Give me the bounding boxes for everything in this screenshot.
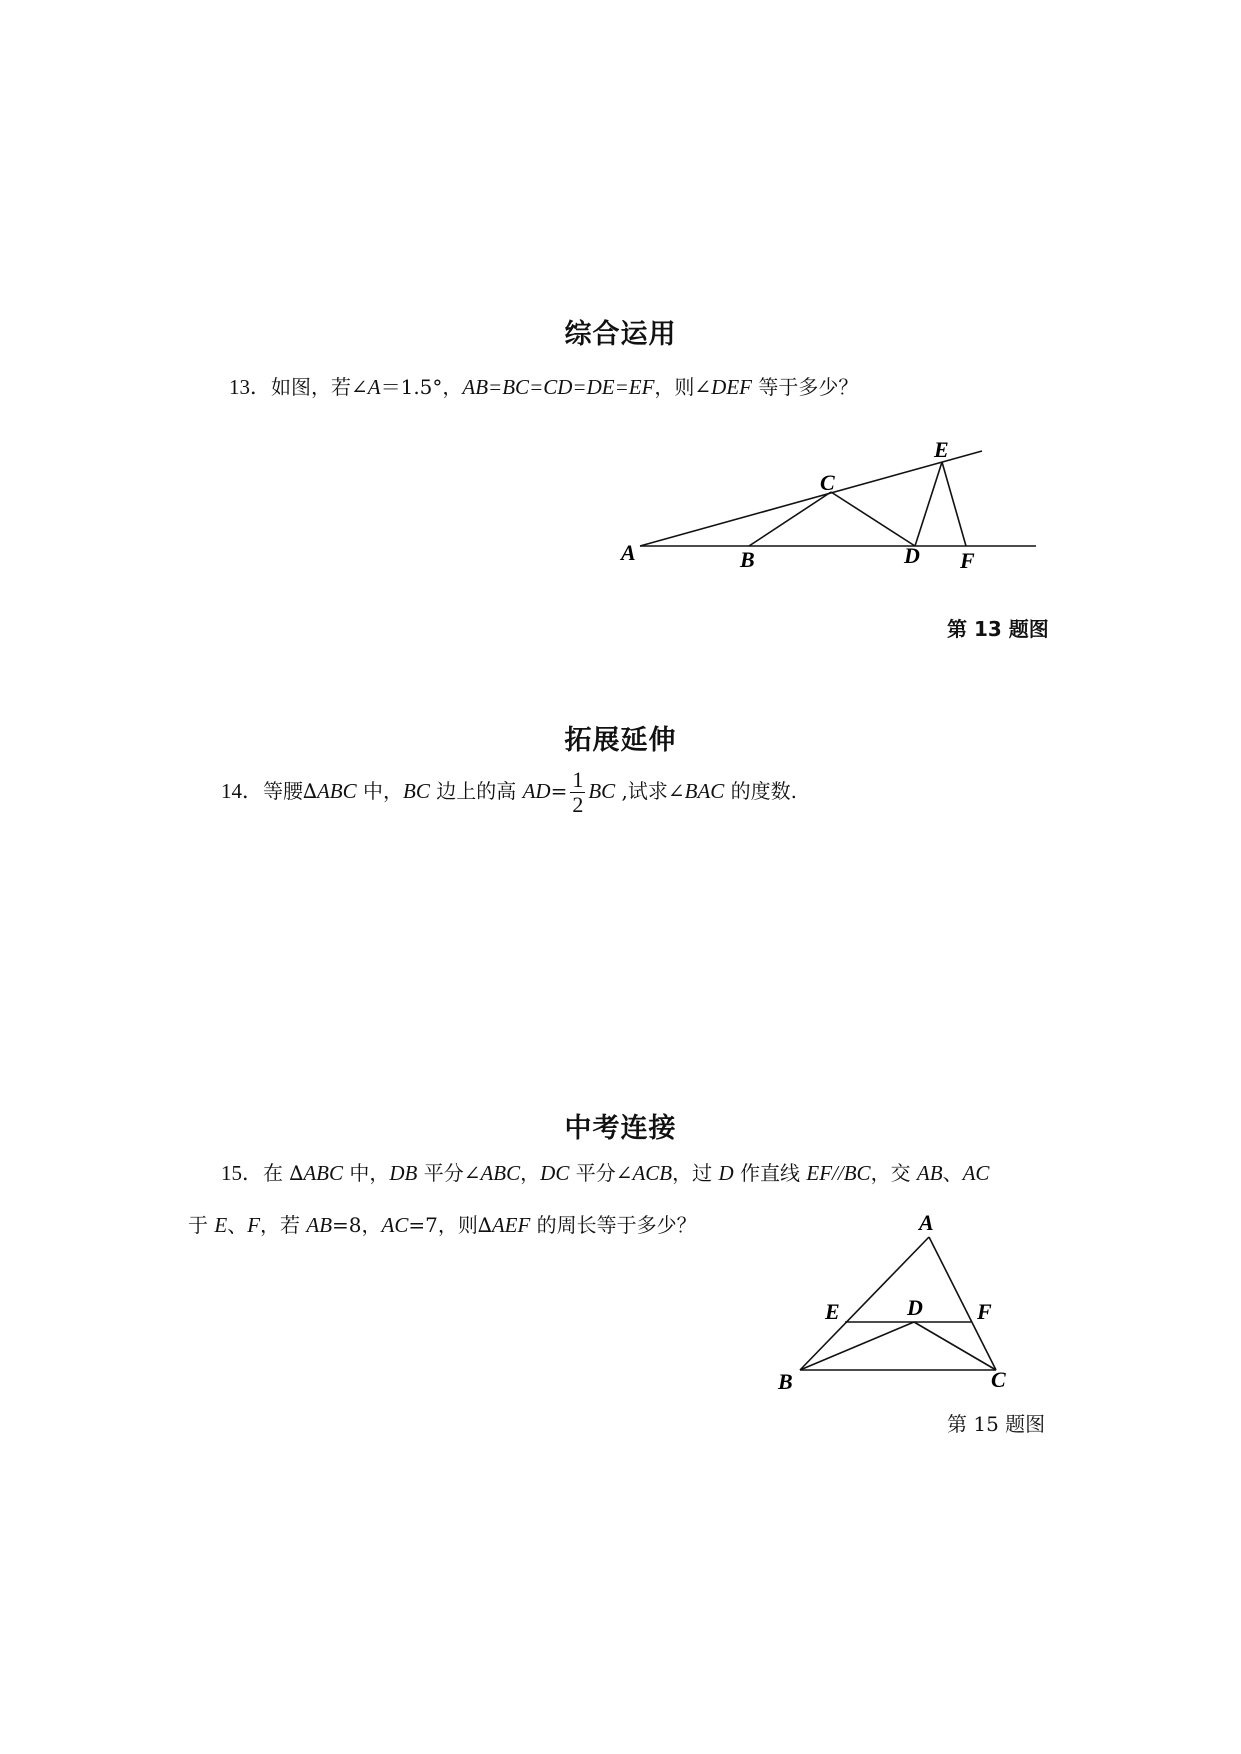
label-d: D	[904, 543, 920, 568]
question-14-text: 14．等腰∆ABC 中，BC 边上的高 AD= $\frac{1}{2}$ BC ,试求∠BAC 的度数.	[221, 767, 798, 818]
label-c: C	[991, 1367, 1006, 1392]
label-c: C	[820, 470, 835, 495]
question-number: 15．	[221, 1161, 263, 1185]
label-a: A	[919, 1210, 934, 1235]
question-15-line-2: 于 E、F，若 AB=8，AC=7，则∆AEF 的周长等于多少？	[188, 1213, 697, 1237]
segment-bc	[749, 492, 831, 546]
label-e: E	[825, 1299, 840, 1324]
fraction-one-half: $\frac{1}{2}$	[572, 767, 584, 818]
label-a: A	[621, 540, 636, 565]
section-heading-extension: 拓展延伸	[564, 725, 677, 756]
section-heading-comprehensive: 综合运用	[564, 319, 677, 350]
segment-de	[915, 462, 942, 546]
label-b: B	[740, 547, 755, 572]
question-15-line-1: 15．在 ∆ABC 中，DB 平分∠ABC，DC 平分∠ACB，过 D 作直线 EF//BC，交 AB、AC	[221, 1161, 990, 1185]
question-number: 14．	[221, 779, 263, 804]
label-d: D	[907, 1295, 923, 1320]
question-number: 13．	[229, 375, 271, 399]
segment-cd	[831, 492, 915, 546]
figure-13-caption: 第 13 题图	[947, 617, 1049, 641]
label-e: E	[934, 437, 949, 462]
label-b: B	[778, 1369, 793, 1394]
label-f: F	[960, 548, 975, 573]
segment-ef	[942, 462, 966, 546]
label-f: F	[977, 1299, 992, 1324]
section-heading-exam: 中考连接	[564, 1113, 677, 1144]
question-13-text: 13．如图，若∠A＝1.5°，AB=BC=CD=DE=EF，则∠DEF 等于多少？	[229, 375, 859, 399]
figure-15-caption: 第 15 题图	[947, 1412, 1046, 1436]
segment-bd	[800, 1322, 914, 1370]
